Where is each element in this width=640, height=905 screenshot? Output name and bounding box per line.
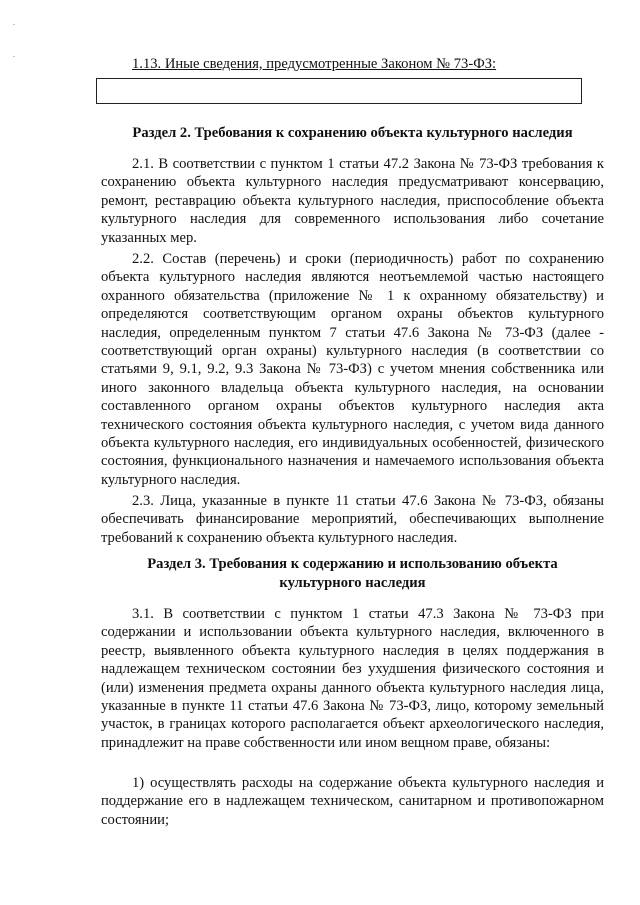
section-2-title: Раздел 2. Требования к сохранению объекта культурного наследия — [132, 125, 573, 141]
paragraph-2-3-text: 2.3. Лица, указанные в пункте 11 статьи 47.6 Закона № 73-ФЗ, обязаны обеспечивать финансирование мероприятий, обеспечивающих выполнение требований к сохранению объекта культурного наследия. — [101, 493, 604, 546]
section-3-title-line1: Раздел 3. Требования к содержанию и использованию объекта — [147, 556, 558, 572]
paragraph-3-1-item-1-text: 1) осуществлять расходы на содержание объекта культурного наследия и поддержание его в надлежащем техническом, санитарном и противопожарном состоянии; — [101, 775, 604, 828]
scan-speck: · — [12, 51, 16, 63]
item-1-13-label: 1.13. Иные сведения, предусмотренные Законом № 73-ФЗ: — [132, 56, 497, 72]
paragraph-2-1-text: 2.1. В соответствии с пунктом 1 статьи 47.2 Закона № 73-ФЗ требования к сохранению объекта культурного наследия предусматривают консервацию, ремонт, реставрацию объекта культурного наследия, приспособление объекта культурного наследия для современного использования либо сочетание указанных мер. — [101, 156, 604, 246]
paragraph-2-2 — [101, 250, 604, 489]
paragraph-3-1-item-1 — [101, 774, 604, 829]
paragraph-3-1 — [101, 605, 604, 752]
scan-speck: · — [12, 19, 16, 31]
paragraph-3-1-text: 3.1. В соответствии с пунктом 1 статьи 47.3 Закона № 73-ФЗ при содержании и использовании объекта культурного наследия, включенного в реестр, выявленного объекта культурного наследия в целях поддержания в надлежащем техническом состоянии без ухудшения физического состояния и (или) изменения предмета охраны данного объекта культурного наследия лица, указанные в пункте 11 статьи 47.6 Закона № 73-ФЗ, лицо, которому земельный участок, в границах которого располагается объект археологического наследия, принадлежит на праве собственности или ином вещном праве, обязаны: — [101, 606, 604, 751]
paragraph-2-2-text: 2.2. Состав (перечень) и сроки (периодичность) работ по сохранению объекта культурного наследия являются неотъемлемой частью настоящего охранного обязательства (приложение № 1 к охранному обязательству) и определяются соответствующим органом охраны объектов культурного наследия, определенным пунктом 7 статьи 47.6 Закона № 73-ФЗ (далее - соответствующий орган охраны) культурного наследия (в соответствии со статьями 9, 9.1, 9.2, 9.3 Закона № 73-ФЗ) с учетом мнения собственника или иного законного владельца объекта культурного наследия, на основании составленного органом охраны объектов культурного наследия акта технического состояния объекта культурного наследия, с учетом вида данного объекта культурного наследия, его индивидуальных особенностей, физического состояния, функционального назначения и намечаемого использования объекта культурного наследия. — [101, 251, 604, 488]
section-3-title — [101, 555, 604, 592]
item-1-13-field — [96, 78, 582, 104]
section-3-title-line2: культурного наследия — [279, 574, 426, 591]
paragraph-2-3 — [101, 492, 604, 547]
paragraph-2-1 — [101, 155, 604, 247]
